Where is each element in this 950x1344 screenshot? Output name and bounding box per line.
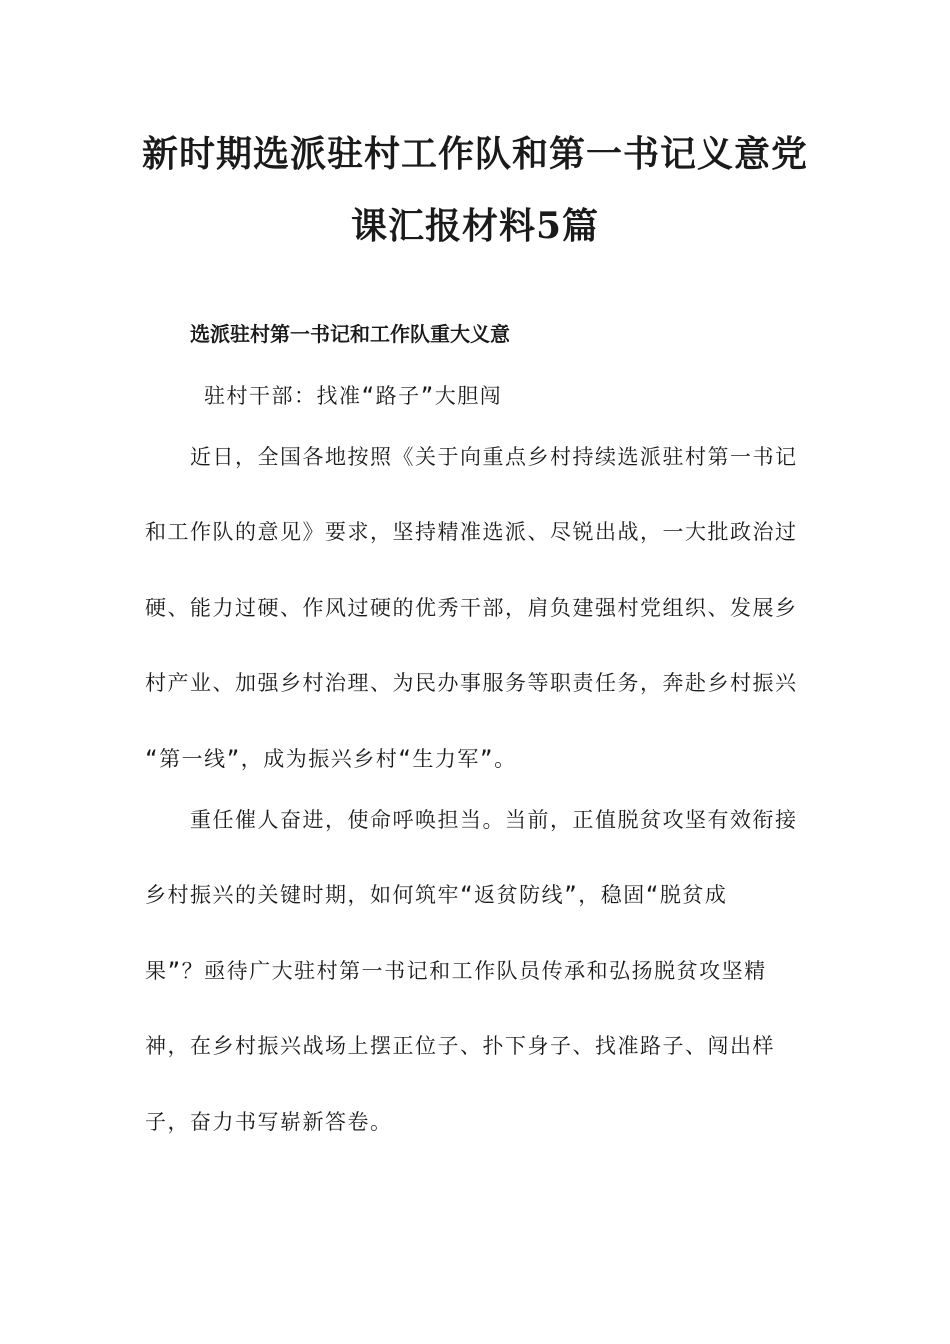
- paragraph-line: 乡村振兴的关键时期，如何筑牢“返贫防线”，稳固“脱贫成: [145, 883, 728, 907]
- section-heading: 选派驻村第一书记和工作队重大义意: [190, 322, 510, 346]
- paragraph-line: 硬、能力过硬、作风过硬的优秀干部，肩负建强村党组织、发展乡: [145, 596, 798, 620]
- document-title-line-1: 新时期选派驻村工作队和第一书记义意党: [141, 133, 808, 175]
- paragraph-line: 果”？亟待广大驻村第一书记和工作队员传承和弘扬脱贫攻坚精: [145, 959, 767, 983]
- paragraph-line: 村产业、加强乡村治理、为民办事服务等职责任务，奔赴乡村振兴: [145, 671, 798, 695]
- paragraph-line: 和工作队的意见》要求，坚持精准选派、尽锐出战，一大批政治过: [145, 520, 798, 544]
- paragraph-line: “第一线”，成为振兴乡村“生力军”。: [145, 747, 517, 771]
- article-title: 驻村干部：找准“路子”大胆闯: [204, 384, 503, 408]
- paragraph-line: 近日，全国各地按照《关于向重点乡村持续选派驻村第一书记: [190, 445, 798, 469]
- paragraph-line: 神，在乡村振兴战场上摆正位子、扑下身子、找准路子、闯出样: [145, 1034, 775, 1058]
- paragraph-line: 重任催人奋进，使命呼唤担当。当前，正值脱贫攻坚有效衔接: [190, 808, 798, 832]
- paragraph-line: 子，奋力书写崭新答卷。: [145, 1110, 393, 1134]
- document-title-line-2: 课汇报材料5篇: [350, 205, 600, 247]
